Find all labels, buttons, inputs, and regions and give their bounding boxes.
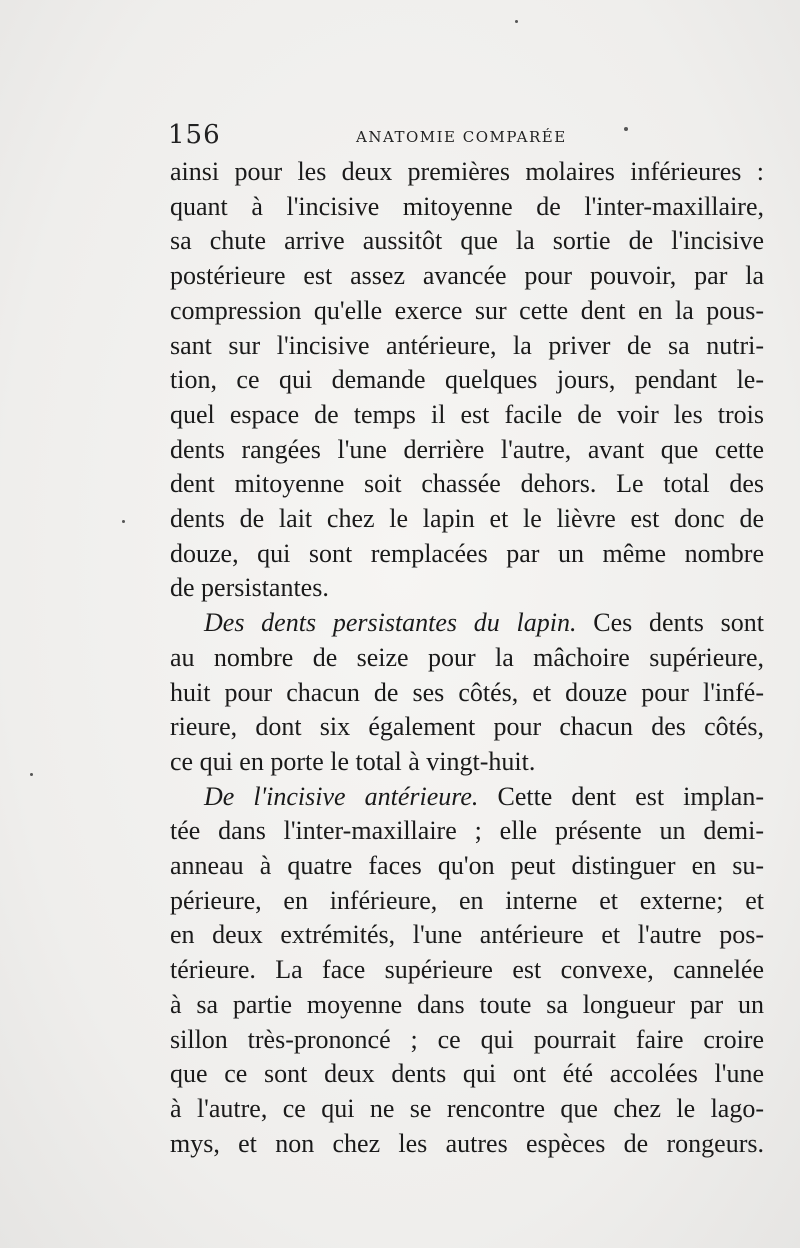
paragraph-2 [170,606,764,780]
scan-speck [30,773,33,776]
text-fragment: Cette dent est implan- [478,781,764,811]
text-line: en deux extrémités, l'une antérieure et l'autre pos- [170,920,764,950]
text-line: sillon très-prononcé ; ce qui pourrait faire croire [170,1024,764,1054]
text-line: térieure. La face supérieure est convexe, cannelée [170,955,764,985]
paragraph-3 [170,780,764,1162]
scan-speck [515,20,518,23]
text-line: douze, qui sont remplacées par un même nombre [170,538,764,568]
text-line: postérieure est assez avancée pour pouvoir, par la [170,261,764,291]
text-line: sa chute arrive aussitôt que la sortie de l'incisive [170,226,764,256]
running-head: ANATOMIE COMPARÉE [356,128,567,146]
body-text [170,155,764,1161]
page-number: 156 [168,120,221,150]
page-header [168,120,778,160]
text-line: tion, ce qui demande quelques jours, pendant le- [170,365,764,395]
text-line: rieure, dont six également pour chacun des côtés, [170,712,764,742]
text-line: à l'autre, ce qui ne se rencontre que chez le lago- [170,1093,764,1123]
text-line: mys, et non chez les autres espèces de rongeurs. [170,1128,764,1158]
text-line [170,780,764,815]
text-line [170,606,764,641]
text-line: quant à l'incisive mitoyenne de l'inter-maxillaire, [170,191,764,221]
text-line: dents de lait chez le lapin et le lièvre est donc de [170,504,764,534]
text-line: ainsi pour les deux premières molaires inférieures : [170,157,764,186]
text-line: tée dans l'inter-maxillaire ; elle présente un demi- [170,816,764,846]
text-line: quel espace de temps il est facile de voir les trois [170,399,764,429]
text-line: ce qui en porte le total à vingt-huit. [170,746,536,776]
section-title: De l'incisive antérieure. [204,781,479,811]
text-line: de persistantes. [170,573,329,603]
text-line: que ce sont deux dents qui ont été accolées l'une [170,1059,764,1089]
text-line: à sa partie moyenne dans toute sa longueur par un [170,989,764,1019]
scan-speck [122,520,125,523]
text-fragment: Ces dents sont [576,608,764,638]
text-line: périeure, en inférieure, en interne et externe; et [170,885,764,915]
text-line: dent mitoyenne soit chassée dehors. Le total des [170,469,764,499]
text-line: huit pour chacun de ses côtés, et douze pour l'infé- [170,677,764,707]
paragraph-1 [170,155,764,606]
text-line: compression qu'elle exerce sur cette dent en la pous- [170,295,764,325]
text-line: anneau à quatre faces qu'on peut distinguer en su- [170,851,764,881]
text-line: dents rangées l'une derrière l'autre, avant que cette [170,434,764,464]
scan-speck [624,127,628,131]
text-line: au nombre de seize pour la mâchoire supérieure, [170,642,764,672]
text-line: sant sur l'incisive antérieure, la priver de sa nutri- [170,330,764,360]
section-title: Des dents persistantes du lapin. [204,608,577,638]
